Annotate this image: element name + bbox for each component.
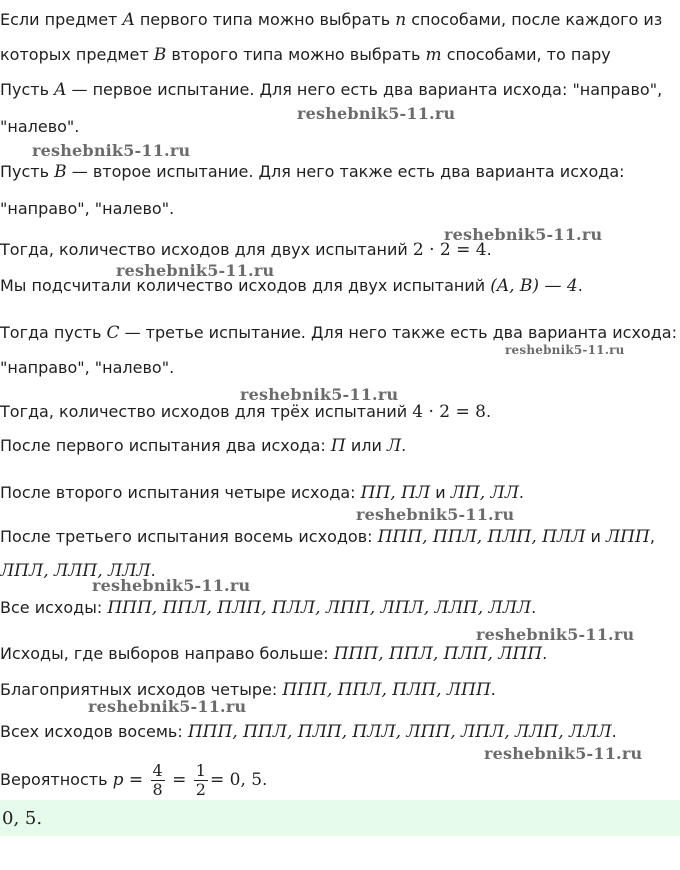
watermark: reshebnik5-11.ru bbox=[444, 225, 603, 244]
fraction-one-half: $\frac{1}{2}$ bbox=[195, 761, 206, 799]
text-line-9: Тогда пусть C — третье испытание. Для него также есть два варианта исхода: bbox=[0, 323, 677, 343]
watermark: reshebnik5-11.ru bbox=[476, 625, 635, 644]
text-line-18: Благоприятных исходов четыре: ППП, ППЛ, ПЛП, ЛПП. bbox=[0, 680, 496, 700]
probability-line: Вероятность p = $\frac{4}{8}$ = $\frac{1}{2}$ = 0, 5. bbox=[0, 761, 268, 799]
fraction-four-eighths: $\frac{4}{8}$ bbox=[152, 761, 163, 799]
text-line-5: Пусть B — второе испытание. Для него также есть два варианта исхода: bbox=[0, 162, 625, 182]
watermark: reshebnik5-11.ru bbox=[88, 697, 247, 716]
text-line-15: ЛПЛ, ЛЛП, ЛЛЛ. bbox=[0, 561, 156, 581]
text-line-16: Все исходы: ППП, ППЛ, ПЛП, ПЛЛ, ЛПП, ЛПЛ, ЛЛП, ЛЛЛ. bbox=[0, 598, 537, 618]
text-line-4: "налево". bbox=[0, 117, 80, 136]
text-line-14: После третьего испытания восемь исходов: ППП, ППЛ, ПЛП, ПЛЛ и ЛПП, bbox=[0, 527, 655, 547]
text-line-19: Всех исходов восемь: ППП, ППЛ, ПЛП, ПЛЛ, ЛПП, ЛПЛ, ЛЛП, ЛЛЛ. bbox=[0, 722, 617, 742]
watermark: reshebnik5-11.ru bbox=[356, 505, 515, 524]
watermark: reshebnik5-11.ru bbox=[32, 141, 191, 160]
text-line-13: После второго испытания четыре исхода: ПП, ПЛ и ЛП, ЛЛ. bbox=[0, 483, 525, 503]
text-line-3: Пусть A — первое испытание. Для него есть два варианта исхода: "направо", bbox=[0, 80, 663, 100]
watermark: reshebnik5-11.ru bbox=[240, 385, 399, 404]
text-line-2: которых предмет B второго типа можно выбрать m способами, то пару bbox=[0, 45, 611, 65]
watermark: reshebnik5-11.ru bbox=[484, 744, 643, 763]
answer-box bbox=[0, 800, 680, 836]
text-line-10: "направо", "налево". bbox=[0, 358, 175, 377]
watermark: reshebnik5-11.ru bbox=[505, 343, 625, 357]
equals-sign: = bbox=[166, 770, 192, 790]
text-line-7: Тогда, количество исходов для двух испытаний 2 · 2 = 4. bbox=[0, 240, 492, 260]
watermark: reshebnik5-11.ru bbox=[92, 576, 251, 595]
text-line-17: Исходы, где выборов направо больше: ППП, ППЛ, ПЛП, ЛПП. bbox=[0, 644, 548, 664]
watermark: reshebnik5-11.ru bbox=[297, 104, 456, 123]
text-line-8: Мы подсчитали количество исходов для двух испытаний (A, B) — 4. bbox=[0, 276, 583, 296]
text-line-12: После первого испытания два исхода: П или Л. bbox=[0, 436, 407, 456]
watermark: reshebnik5-11.ru bbox=[116, 261, 275, 280]
text-line-1: Если предмет A первого типа можно выбрать n способами, после каждого из bbox=[0, 10, 663, 30]
text-line-6: "направо", "налево". bbox=[0, 199, 175, 218]
text-line-11: Тогда, количество исходов для трёх испытаний 4 · 2 = 8. bbox=[0, 402, 492, 422]
answer-value: 0, 5. bbox=[2, 808, 43, 829]
